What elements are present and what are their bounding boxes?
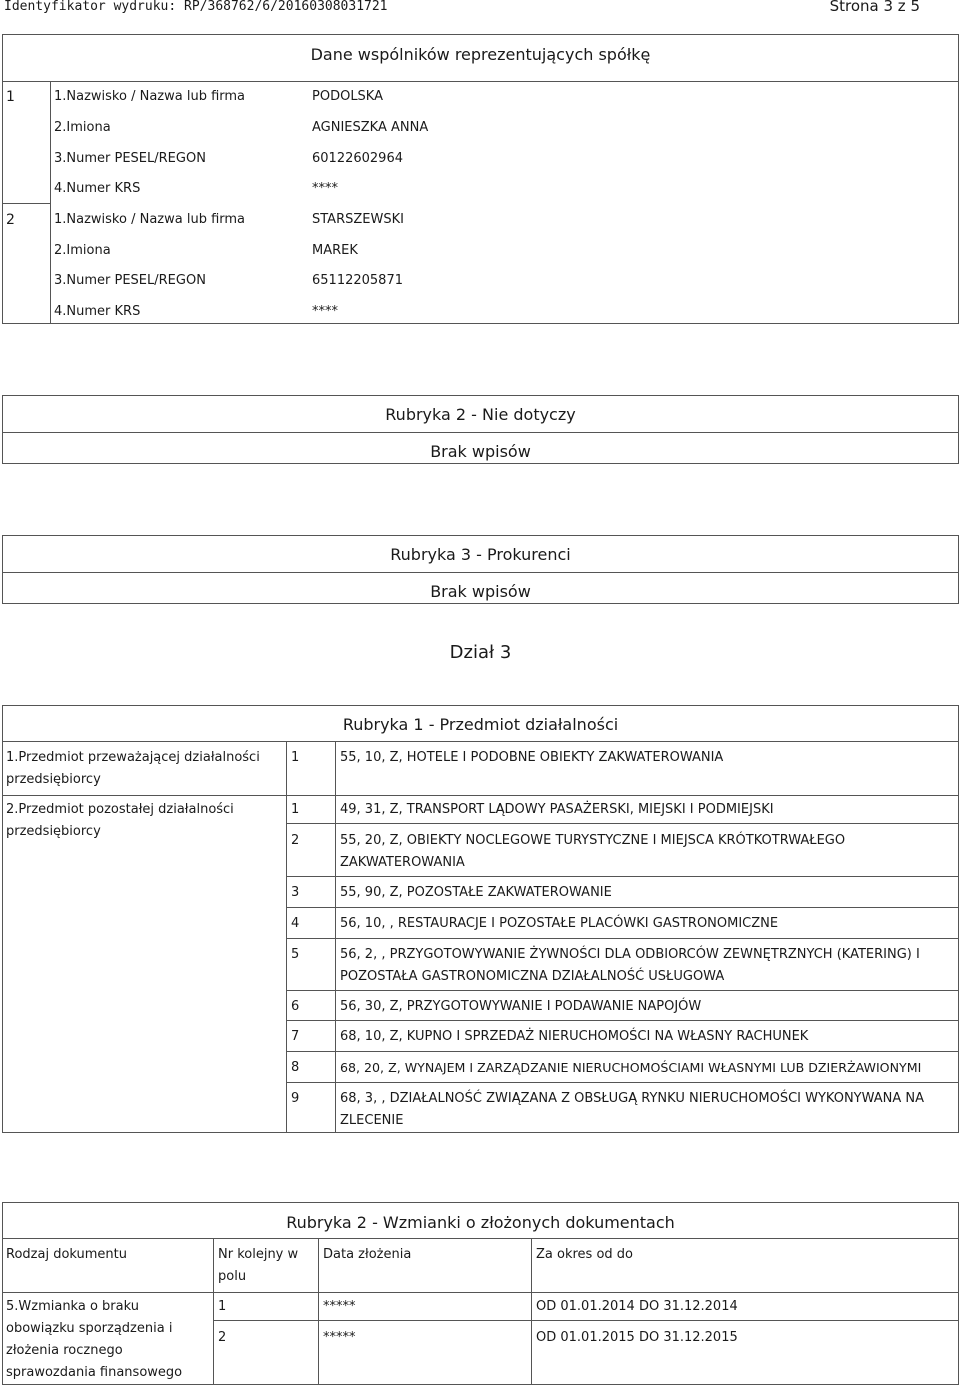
activity-text: 49, 31, Z, TRANSPORT LĄDOWY PASAŻERSKI, MIEJSKI I PODMIEJSKI xyxy=(340,802,774,817)
activity-text: 56, 30, Z, PRZYGOTOWYWANIE I PODAWANIE NAPOJÓW xyxy=(340,999,702,1014)
rubryka3-title: Rubryka 3 - Prokurenci xyxy=(390,545,571,564)
document-nr: 2 xyxy=(218,1330,227,1345)
partner-field-value: STARSZEWSKI xyxy=(312,212,404,227)
activity-text: 68, 20, Z, WYNAJEM I ZARZĄDZANIE NIERUCHOMOŚCIAMI WŁASNYMI LUB DZIERŻAWIONYMI xyxy=(340,1060,922,1075)
partner-field-label: 2.Imiona xyxy=(54,120,111,135)
document-date: ***** xyxy=(323,1299,356,1314)
document-period: OD 01.01.2014 DO 31.12.2014 xyxy=(536,1299,738,1314)
partner-field-label: 3.Numer PESEL/REGON xyxy=(54,273,206,288)
divider xyxy=(286,907,959,908)
page-number: Strona 3 z 5 xyxy=(829,0,920,15)
document-date: ***** xyxy=(323,1330,356,1345)
activity-text: 55, 10, Z, HOTELE I PODOBNE OBIEKTY ZAKWATEROWANIA xyxy=(340,750,724,765)
divider xyxy=(318,1238,319,1385)
partner-field-label: 1.Nazwisko / Nazwa lub firma xyxy=(54,212,246,227)
divider xyxy=(286,741,287,1133)
document-type: 5.Wzmianka o braku obowiązku sporządzenia i złożenia rocznego sprawozdania finansowego xyxy=(6,1299,183,1380)
activity-number: 1 xyxy=(291,750,300,765)
divider xyxy=(286,990,959,991)
partners-title: Dane wspólników reprezentujących spółkę xyxy=(310,45,651,64)
divider xyxy=(50,81,51,324)
activity-number: 6 xyxy=(291,999,300,1014)
partner-field-value: 60122602964 xyxy=(312,151,403,166)
divider xyxy=(2,572,959,573)
rubryka2-title: Rubryka 2 - Nie dotyczy xyxy=(385,405,576,424)
divider xyxy=(2,741,959,742)
divider xyxy=(286,1051,959,1052)
partner-field-value: AGNIESZKA ANNA xyxy=(312,120,429,135)
wzmianki-title: Rubryka 2 - Wzmianki o złożonych dokumentach xyxy=(286,1213,675,1232)
partner-field-value: MAREK xyxy=(312,243,358,258)
divider xyxy=(213,1320,959,1321)
divider xyxy=(2,203,50,204)
divider xyxy=(335,741,336,1133)
column-header: Data złożenia xyxy=(323,1247,412,1262)
przedmiot-title: Rubryka 1 - Przedmiot działalności xyxy=(342,715,619,734)
column-header: Za okres od do xyxy=(536,1247,633,1262)
divider xyxy=(2,432,959,433)
partner-field-label: 1.Nazwisko / Nazwa lub firma xyxy=(54,89,246,104)
divider xyxy=(2,795,959,796)
activity-number: 1 xyxy=(291,802,300,817)
partner-field-value: **** xyxy=(312,304,338,319)
divider xyxy=(2,1292,959,1293)
activity-text: 56, 2, , PRZYGOTOWYWANIE ŻYWNOŚCI DLA ODBIORCÓW ZEWNĘTRZNYCH (KATERING) I POZOSTAŁA GASTRONOMICZNA DZIAŁALNOŚĆ USŁUGOWA xyxy=(340,947,920,984)
partner-field-label: 2.Imiona xyxy=(54,243,111,258)
activity-text: 68, 10, Z, KUPNO I SPRZEDAŻ NIERUCHOMOŚCI NA WŁASNY RACHUNEK xyxy=(340,1029,809,1044)
activity-text: 55, 90, Z, POZOSTAŁE ZAKWATEROWANIE xyxy=(340,885,612,900)
divider xyxy=(213,1238,214,1385)
divider xyxy=(531,1238,532,1385)
partner-field-value: **** xyxy=(312,181,338,196)
activity-number: 7 xyxy=(291,1029,300,1044)
partner-field-label: 3.Numer PESEL/REGON xyxy=(54,151,206,166)
section-heading: Dział 3 xyxy=(449,642,512,663)
activity-number: 3 xyxy=(291,885,300,900)
rubryka2-empty: Brak wpisów xyxy=(430,442,531,461)
other-activity-label: 2.Przedmiot pozostałej działalności przedsiębiorcy xyxy=(6,802,234,839)
print-identifier: Identyfikator wydruku: RP/368762/6/20160308031721 xyxy=(4,0,388,14)
document-nr: 1 xyxy=(218,1299,227,1314)
rubryka3-empty: Brak wpisów xyxy=(430,582,531,601)
activity-number: 4 xyxy=(291,916,300,931)
activity-text: 55, 20, Z, OBIEKTY NOCLEGOWE TURYSTYCZNE I MIEJSCA KRÓTKOTRWAŁEGO ZAKWATEROWANIA xyxy=(340,833,846,870)
partner-field-label: 4.Numer KRS xyxy=(54,181,141,196)
divider xyxy=(286,876,959,877)
divider xyxy=(2,1238,959,1239)
partner-field-label: 4.Numer KRS xyxy=(54,304,141,319)
divider xyxy=(286,1082,959,1083)
column-header: Rodzaj dokumentu xyxy=(6,1247,127,1262)
divider xyxy=(2,81,959,82)
partner-field-value: PODOLSKA xyxy=(312,89,383,104)
main-activity-label: 1.Przedmiot przeważającej działalności przedsiębiorcy xyxy=(6,750,260,787)
document-period: OD 01.01.2015 DO 31.12.2015 xyxy=(536,1330,738,1345)
divider xyxy=(286,938,959,939)
partner-field-value: 65112205871 xyxy=(312,273,403,288)
activity-number: 8 xyxy=(291,1060,300,1075)
divider xyxy=(286,823,959,824)
partner-number: 2 xyxy=(6,212,15,228)
column-header: Nr kolejny w polu xyxy=(218,1247,299,1284)
divider xyxy=(286,1020,959,1021)
activity-number: 2 xyxy=(291,833,300,848)
activity-text: 68, 3, , DZIAŁALNOŚĆ ZWIĄZANA Z OBSŁUGĄ RYNKU NIERUCHOMOŚCI WYKONYWANA NA ZLECENIE xyxy=(340,1091,925,1128)
partner-number: 1 xyxy=(6,89,15,105)
activity-number: 9 xyxy=(291,1091,300,1106)
activity-text: 56, 10, , RESTAURACJE I POZOSTAŁE PLACÓWKI GASTRONOMICZNE xyxy=(340,916,779,931)
activity-number: 5 xyxy=(291,947,300,962)
